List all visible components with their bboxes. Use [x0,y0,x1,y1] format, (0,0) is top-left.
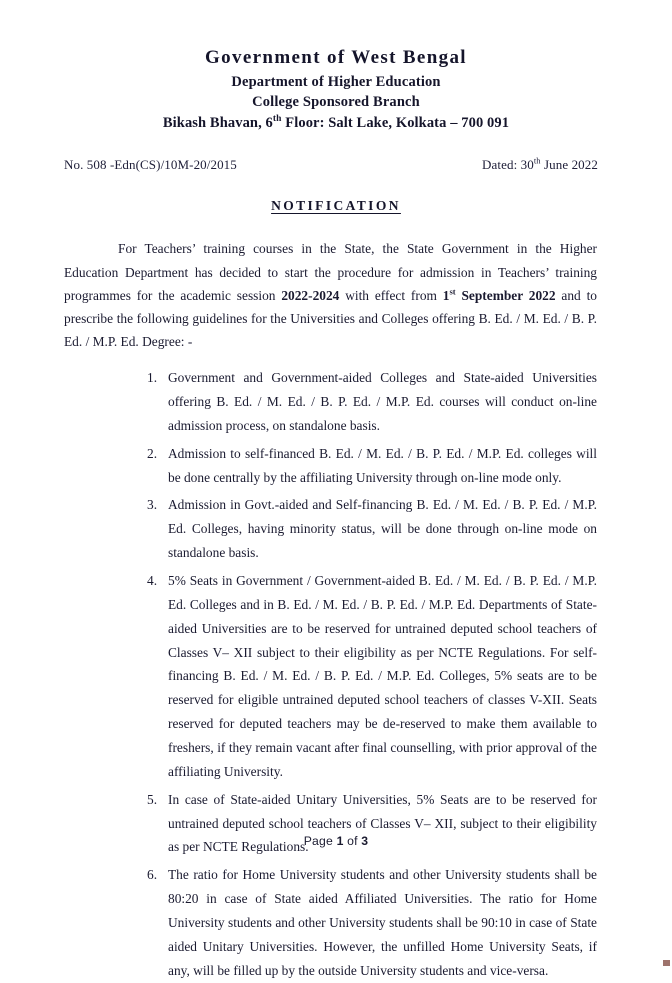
footer-middle: of [343,834,362,848]
footer-current-page: 1 [336,834,344,848]
notification-heading-wrap [0,197,672,215]
letterhead [0,0,672,133]
clause-text: 5% Seats in Government / Government-aided B. Ed. / M. Ed. / B. P. Ed. / M.P. Ed. Colleges and in B. Ed. / M. Ed. / B. P. Ed. / M.P. Ed. Departments of State-aided Universities are to be reserved for untrained deputed school teachers of Classes V– XII subject to their eligibility as per NCTE Regulations. For self-financing B. Ed. / M. Ed. / B. P. Ed. / M.P. Ed. Colleges, 5% seats are to be reserved for eligible untrained deputed school teachers of classes V-XII. Seats reserved for deputed teachers may be de-reserved to make them available to freshers, if they remain vacant after final counselling, with prior approval of the affiliating University. [168,572,597,779]
clause-text: The ratio for Home University students and other University students shall be 80:20 in case of State aided Affiliated Universities. The ratio for Home University students and other University students shall be 90:10 in case of State aided Unitary Universities. However, the unfilled Home University Seats, if any, will be filled up by the outside University students and vice-versa. [168,867,597,978]
memo-number: No. 508 -Edn(CS)/10M-20/2015 [64,157,237,173]
clause-item-6 [147,863,597,982]
memo-date [482,157,606,173]
footer-prefix: Page [303,834,337,848]
intro-part-3: and to prescribe the following guidelines for the Universities and Colleges offering B. Ed. / M. Ed. / B. P. Ed. / M.P. Ed. Degree: - [64,287,598,349]
intro-part-2: with effect from [339,287,443,303]
effective-date-month-year: September 2022 [455,287,556,303]
effective-date-ordinal: st [449,286,456,297]
clause-item-2 [147,442,597,490]
academic-session: 2022-2024 [281,287,340,303]
clause-text: In case of State-aided Unitary Universities, 5% Seats are to be reserved for untrained deputed school teachers of Classes V– XII, subject to their eligibility as per NCTE Regulations. [168,791,597,855]
clause-text: Admission to self-financed B. Ed. / M. Ed. / B. P. Ed. / M.P. Ed. colleges will be done centrally by the affiliating University through on-line mode only. [168,445,597,485]
clause-item-5 [147,788,597,860]
scan-artifact-speck [663,960,670,966]
clause-item-1 [147,366,597,438]
clause-text: Government and Government-aided Colleges and State-aided Universities offering B. Ed. / M. Ed. / B. P. Ed. / M.P. Ed. courses will conduct on-line admission process, on standalone basis. [168,370,597,433]
department-name: Department of Higher Education [231,73,441,90]
date-ordinal: th [533,156,541,167]
address-prefix: Bikash Bhavan, 6 [162,114,273,131]
date-prefix: Dated: 30 [482,157,534,173]
clause-item-3 [147,493,597,565]
address-ordinal: th [272,114,282,125]
intro-part-1: For Teachers’ training courses in the State, the State Government in the Higher Education Department has decided to start the procedure for admission in Teachers’ training programmes for the academic session [64,241,597,303]
notification-heading: NOTIFICATION [271,198,401,214]
clause-text: Admission in Govt.-aided and Self-financing B. Ed. / M. Ed. / B. P. Ed. / M.P. Ed. Colleges, having minority status, will be done through on-line mode on standalone basis. [168,497,597,561]
effective-date [443,288,556,303]
date-suffix: June 2022 [540,157,598,173]
page-footer [0,834,672,848]
effective-date-day: 1 [442,287,450,303]
address-suffix: Floor: Salt Lake, Kolkata – 700 091 [281,114,510,131]
branch-name: College Sponsored Branch [252,94,420,111]
clause-item-4 [147,569,597,784]
reference-row [0,157,672,173]
organization-title: Government of West Bengal [205,47,467,68]
clause-list [0,366,672,982]
intro-paragraph [0,237,672,352]
footer-total-pages: 3 [361,834,369,848]
office-address [0,113,672,134]
